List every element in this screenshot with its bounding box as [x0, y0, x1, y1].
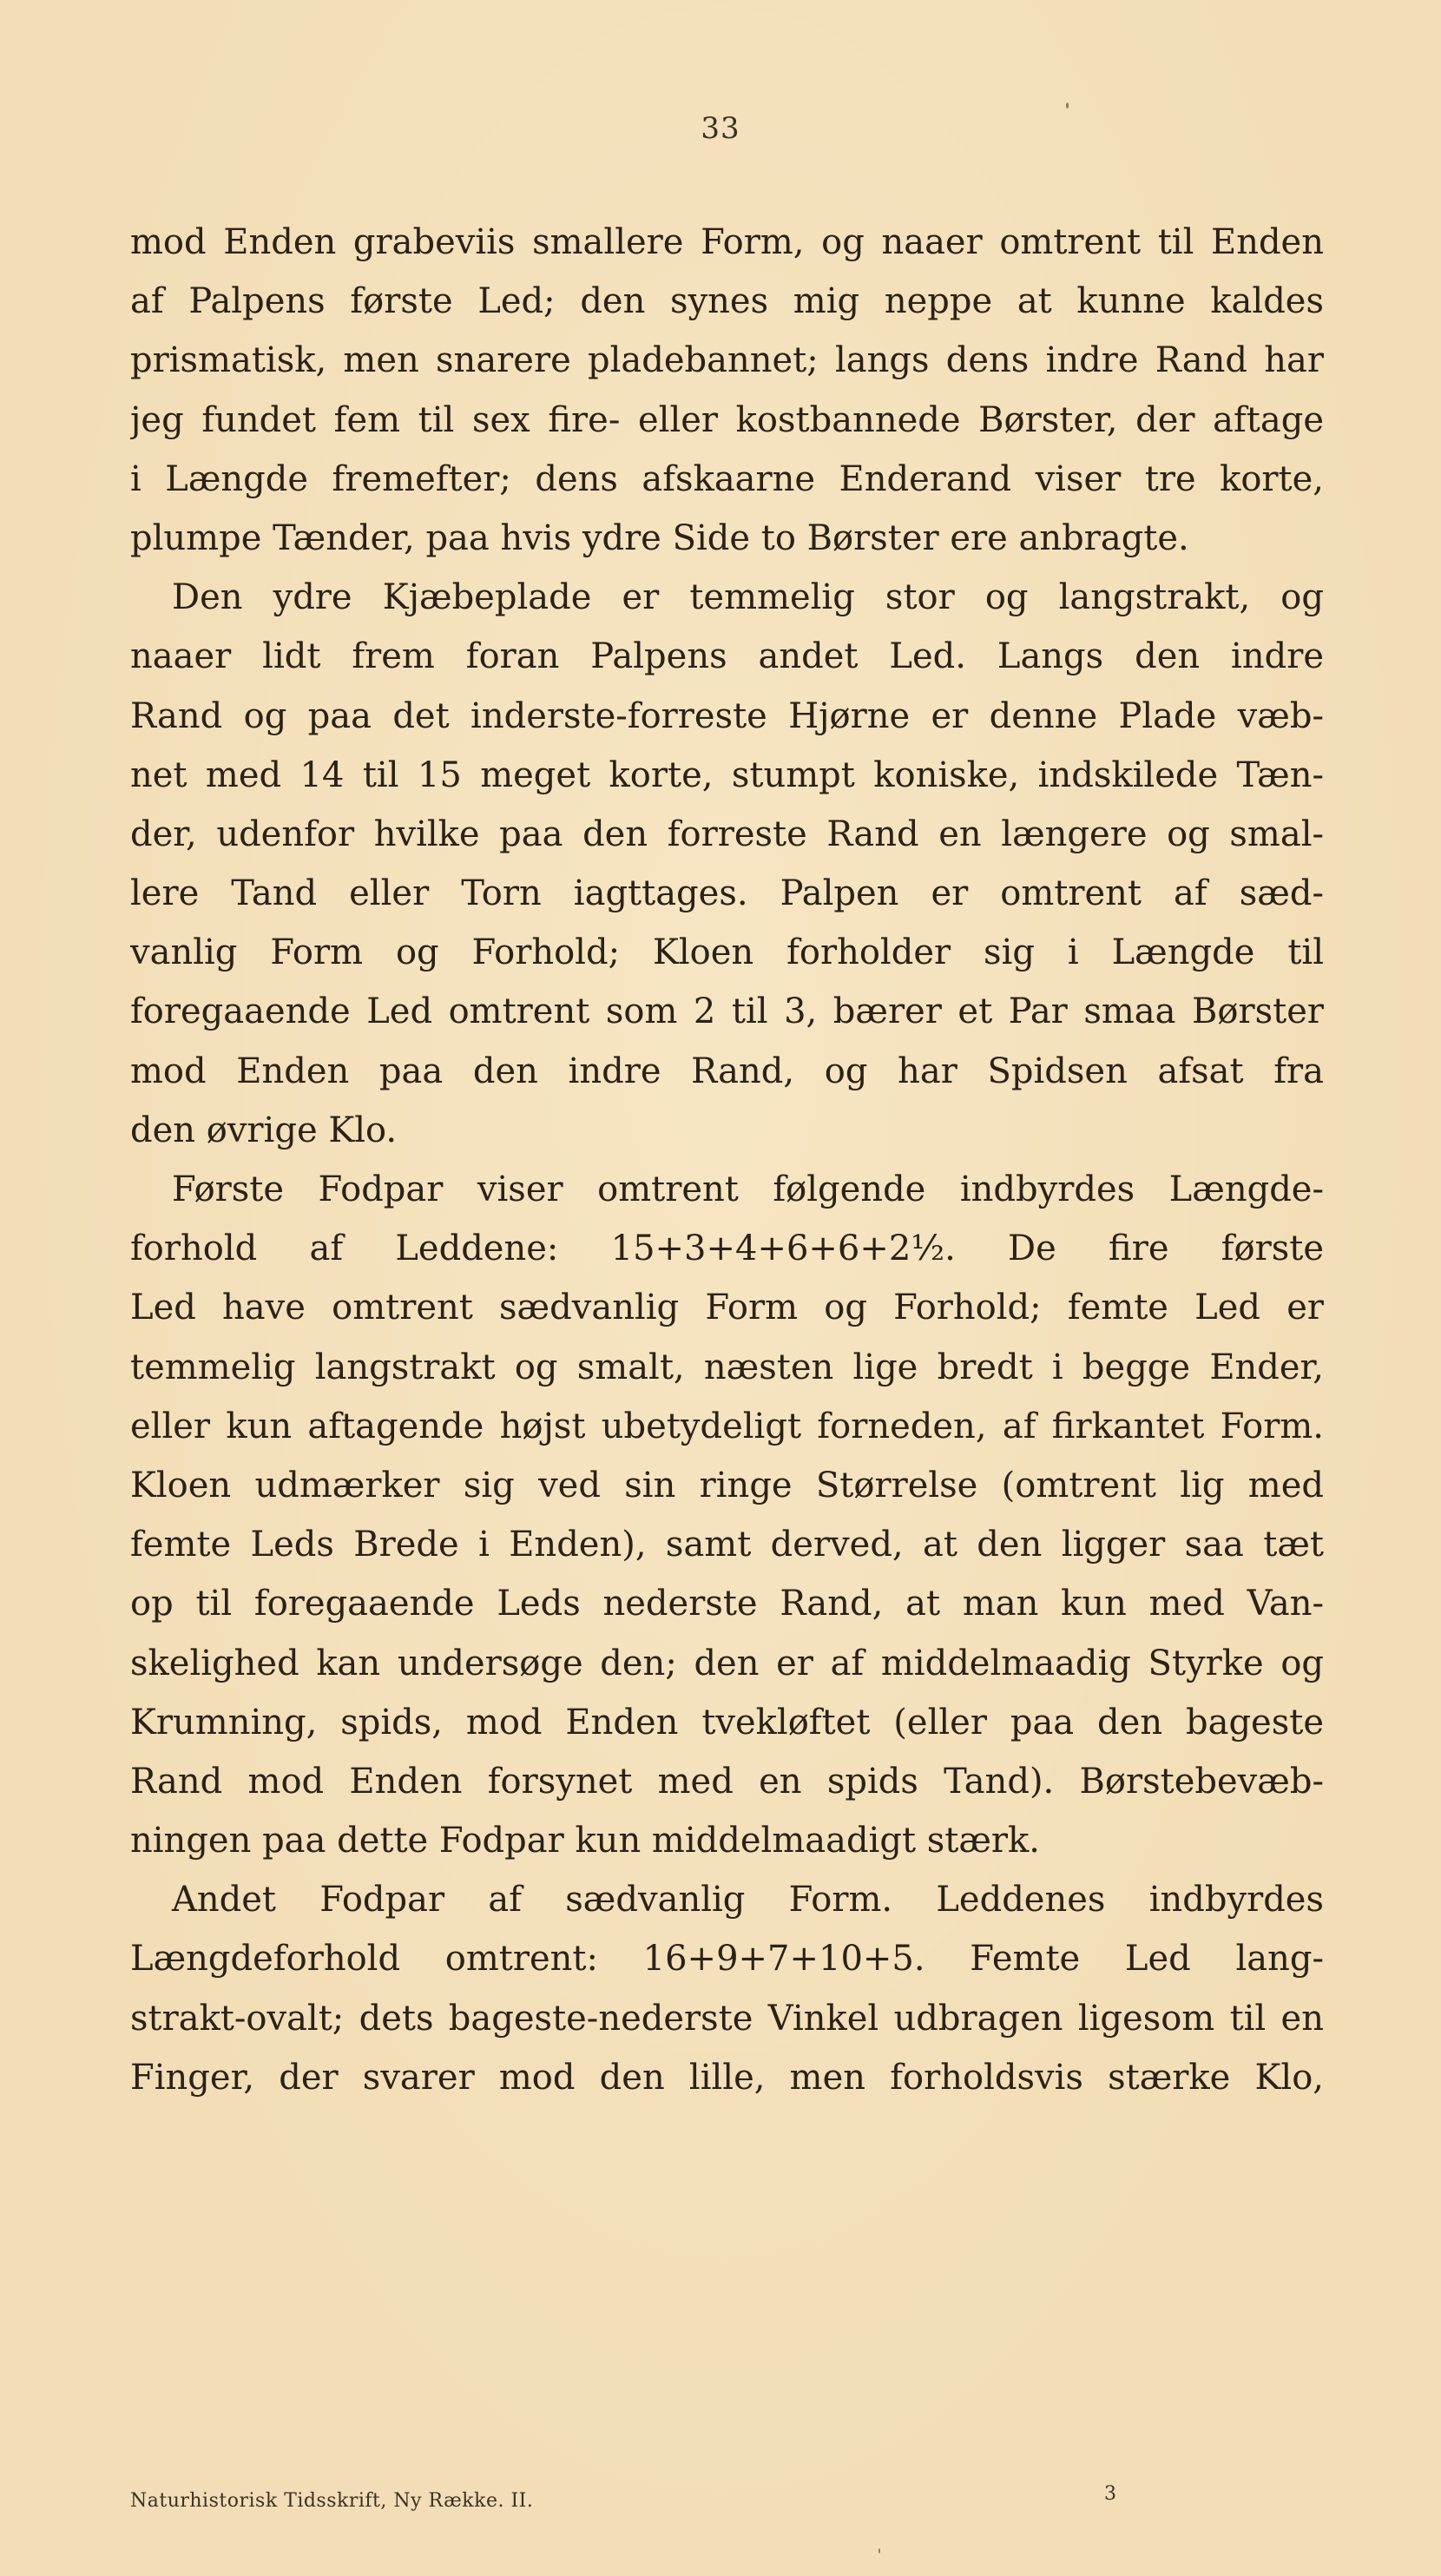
paper-speck: [878, 2548, 880, 2553]
text-line: eller kun aftagende højst ubetydeligt forneden, af firkantet Form.: [130, 1406, 1324, 1446]
text-line: skelighed kan undersøge den; den er af middelmaadig Styrke og: [130, 1643, 1324, 1683]
running-footer: Naturhistorisk Tidsskrift, Ny Række. II.: [130, 2490, 534, 2512]
text-line: Længdeforhold omtrent: 16+9+7+10+5. Femte Led lang-: [130, 1939, 1324, 1980]
text-line: Krumning, spids, mod Enden tvekløftet (eller paa den bageste: [130, 1702, 1324, 1743]
text-line: foregaaende Led omtrent som 2 til 3, bærer et Par smaa Børster: [130, 992, 1324, 1032]
text-line: den øvrige Klo.: [130, 1110, 398, 1150]
text-line: Led have omtrent sædvanlig Form og Forhold; femte Led er: [130, 1288, 1324, 1328]
text-line: plumpe Tænder, paa hvis ydre Side to Børster ere anbragte.: [130, 517, 1189, 558]
text-line: Rand og paa det inderste-forreste Hjørne er denne Plade væb-: [130, 695, 1324, 736]
body-text: [130, 213, 1324, 2107]
text-line: Rand mod Enden forsynet med en spids Tand). Børstebevæb-: [130, 1761, 1324, 1802]
text-line: jeg fundet fem til sex fire- eller kostbannede Børster, der aftage: [130, 399, 1324, 440]
text-line: femte Leds Brede i Enden), samt derved, at den ligger saa tæt: [130, 1525, 1324, 1565]
text-line: prismatisk, men snarere pladebannet; langs dens indre Rand har: [130, 340, 1324, 381]
text-line: Kloen udmærker sig ved sin ringe Størrelse (omtrent lig med: [130, 1465, 1324, 1505]
text-line: Første Fodpar viser omtrent følgende indbyrdes Længde-: [172, 1169, 1324, 1209]
text-line: i Længde fremefter; dens afskaarne Enderand viser tre korte,: [130, 458, 1324, 499]
text-line: temmelig langstrakt og smalt, næsten lige bredt i begge Ender,: [130, 1347, 1324, 1387]
text-line: af Palpens første Led; den synes mig neppe at kunne kaldes: [130, 281, 1324, 322]
text-line: mod Enden grabeviis smallere Form, og naaer omtrent til Enden: [130, 222, 1324, 262]
text-line: forhold af Leddene: 15+3+4+6+6+2½. De fire første: [130, 1229, 1324, 1269]
text-line: ningen paa dette Fodpar kun middelmaadigt stærk.: [130, 1821, 1041, 1861]
text-line: Den ydre Kjæbeplade er temmelig stor og langstrakt, og: [172, 577, 1324, 618]
text-line: Andet Fodpar af sædvanlig Form. Leddenes indbyrdes: [172, 1880, 1324, 1920]
text-line: Finger, der svarer mod den lille, men forholdsvis stærke Klo,: [130, 2057, 1324, 2098]
text-line: mod Enden paa den indre Rand, og har Spidsen afsat fra: [130, 1051, 1324, 1091]
text-line: naaer lidt frem foran Palpens andet Led. Langs den indre: [130, 636, 1324, 677]
signature-mark: 3: [1104, 2483, 1116, 2505]
text-line: vanlig Form og Forhold; Kloen forholder sig i Længde til: [130, 932, 1324, 973]
text-line: der, udenfor hvilke paa den forreste Rand en længere og smal-: [130, 814, 1324, 854]
text-line: op til foregaaende Leds nederste Rand, at man kun med Van-: [130, 1584, 1324, 1624]
text-line: net med 14 til 15 meget korte, stumpt koniske, indskilede Tæn-: [130, 754, 1324, 795]
page-number: 33: [701, 111, 740, 146]
text-line: lere Tand eller Torn iagttages. Palpen er omtrent af sæd-: [130, 873, 1324, 914]
paper-speck: [1066, 102, 1069, 109]
text-line: strakt-ovalt; dets bageste-nederste Vinkel udbragen ligesom til en: [130, 1998, 1324, 2039]
